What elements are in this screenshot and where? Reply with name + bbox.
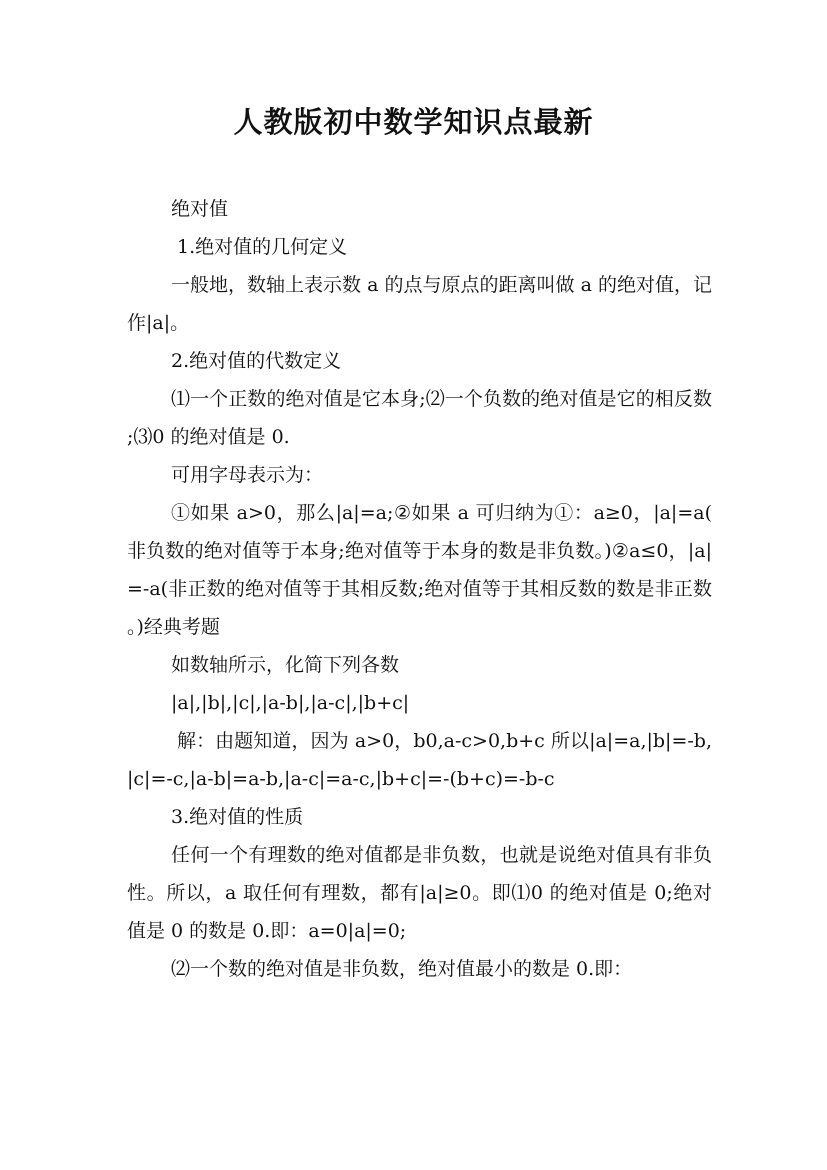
subheading-algebraic-definition: 2.绝对值的代数定义: [171, 350, 342, 372]
paragraph-number-line-prompt: 如数轴所示，化简下列各数: [171, 654, 400, 676]
document-body: [127, 190, 712, 988]
section-heading-absolute-value: 绝对值: [171, 198, 229, 220]
paragraph-algebraic-definition: ⑴一个正数的绝对值是它本身;⑵一个负数的绝对值是它的相反数;⑶0 的绝对值是 0.: [127, 388, 712, 448]
paragraph-non-negativity: 任何一个有理数的绝对值都是非负数，也就是说绝对值具有非负性。所以，a 取任何有理数，都有|a|≥0。即⑴0 的绝对值是 0;绝对值是 0 的数是 0.即：a=0|a|=0;: [127, 844, 712, 942]
paragraph-letter-notation: 可用字母表示为：: [171, 464, 324, 486]
paragraph-minimum-value: ⑵一个数的绝对值是非负数，绝对值最小的数是 0.即：: [171, 958, 633, 980]
subheading-geometric-definition: 1.绝对值的几何定义: [177, 236, 348, 258]
paragraph-solution: 解：由题知道，因为 a>0，b0,a-c>0,b+c 所以|a|=a,|b|=-b,|c|=-c,|a-b|=a-b,|a-c|=a-c,|b+c|=-(b+c)=-b-c: [127, 730, 712, 790]
subheading-properties: 3.绝对值的性质: [171, 806, 304, 828]
paragraph-geometric-definition: 一般地，数轴上表示数 a 的点与原点的距离叫做 a 的绝对值，记作|a|。: [127, 274, 712, 334]
paragraph-expressions-list: |a|,|b|,|c|,|a-b|,|a-c|,|b+c|: [171, 692, 410, 714]
paragraph-cases-summary: ①如果 a>0，那么|a|=a;②如果 a 可归纳为①：a≥0，|a|=a(非负数的绝对值等于本身;绝对值等于本身的数是非负数。)②a≤0，|a|=-a(非正数的绝对值等于其相反数;绝对值等于其相反数的数是非正数。)经典考题: [127, 502, 712, 638]
document-title: 人教版初中数学知识点最新: [233, 105, 594, 139]
